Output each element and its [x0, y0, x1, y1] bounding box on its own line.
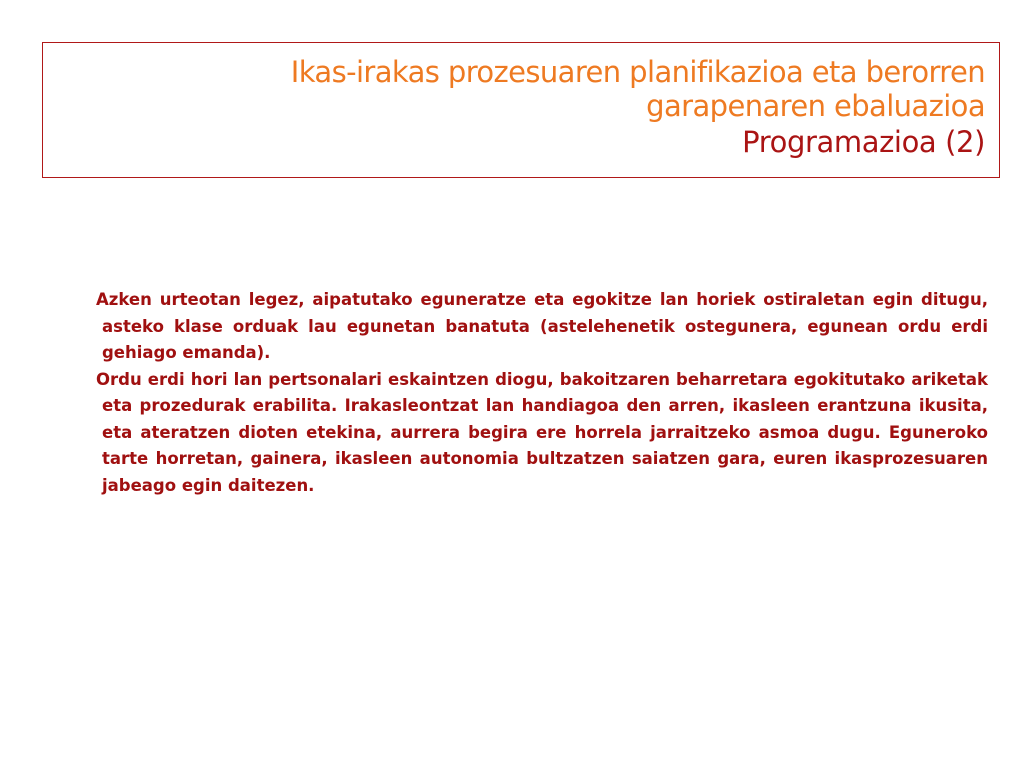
title-box	[42, 42, 1000, 178]
title-line-1: Ikas-irakas prozesuaren planifikazioa eta berorren	[290, 55, 985, 89]
slide-subtitle: Programazioa (2)	[742, 125, 985, 159]
paragraph-2: Ordu erdi hori lan pertsonalari eskaintzen diogu, bakoitzaren beharretara egokitutako ariketak eta prozedurak erabilita. Irakasleontzat lan handiagoa den arren, ikasleen erantzuna ikusita, eta ateratzen dioten etekina, aurrera begira ere horrela jarraitzeko asmoa dugu. Eguneroko tarte horretan, gainera, ikasleen autonomia bultzatzen saiatzen gara, euren ikasprozesuaren jabeago egin daitezen.	[96, 369, 988, 495]
body-text	[96, 287, 988, 499]
title-line-2: garapenaren ebaluazioa	[646, 89, 985, 123]
paragraph-1: Azken urteotan legez, aipatutako eguneratze eta egokitze lan horiek ostiraletan egin ditugu, asteko klase orduak lau egunetan banatuta (astelehenetik ostegunera, egunean ordu erdi gehiago emanda).	[96, 290, 988, 362]
